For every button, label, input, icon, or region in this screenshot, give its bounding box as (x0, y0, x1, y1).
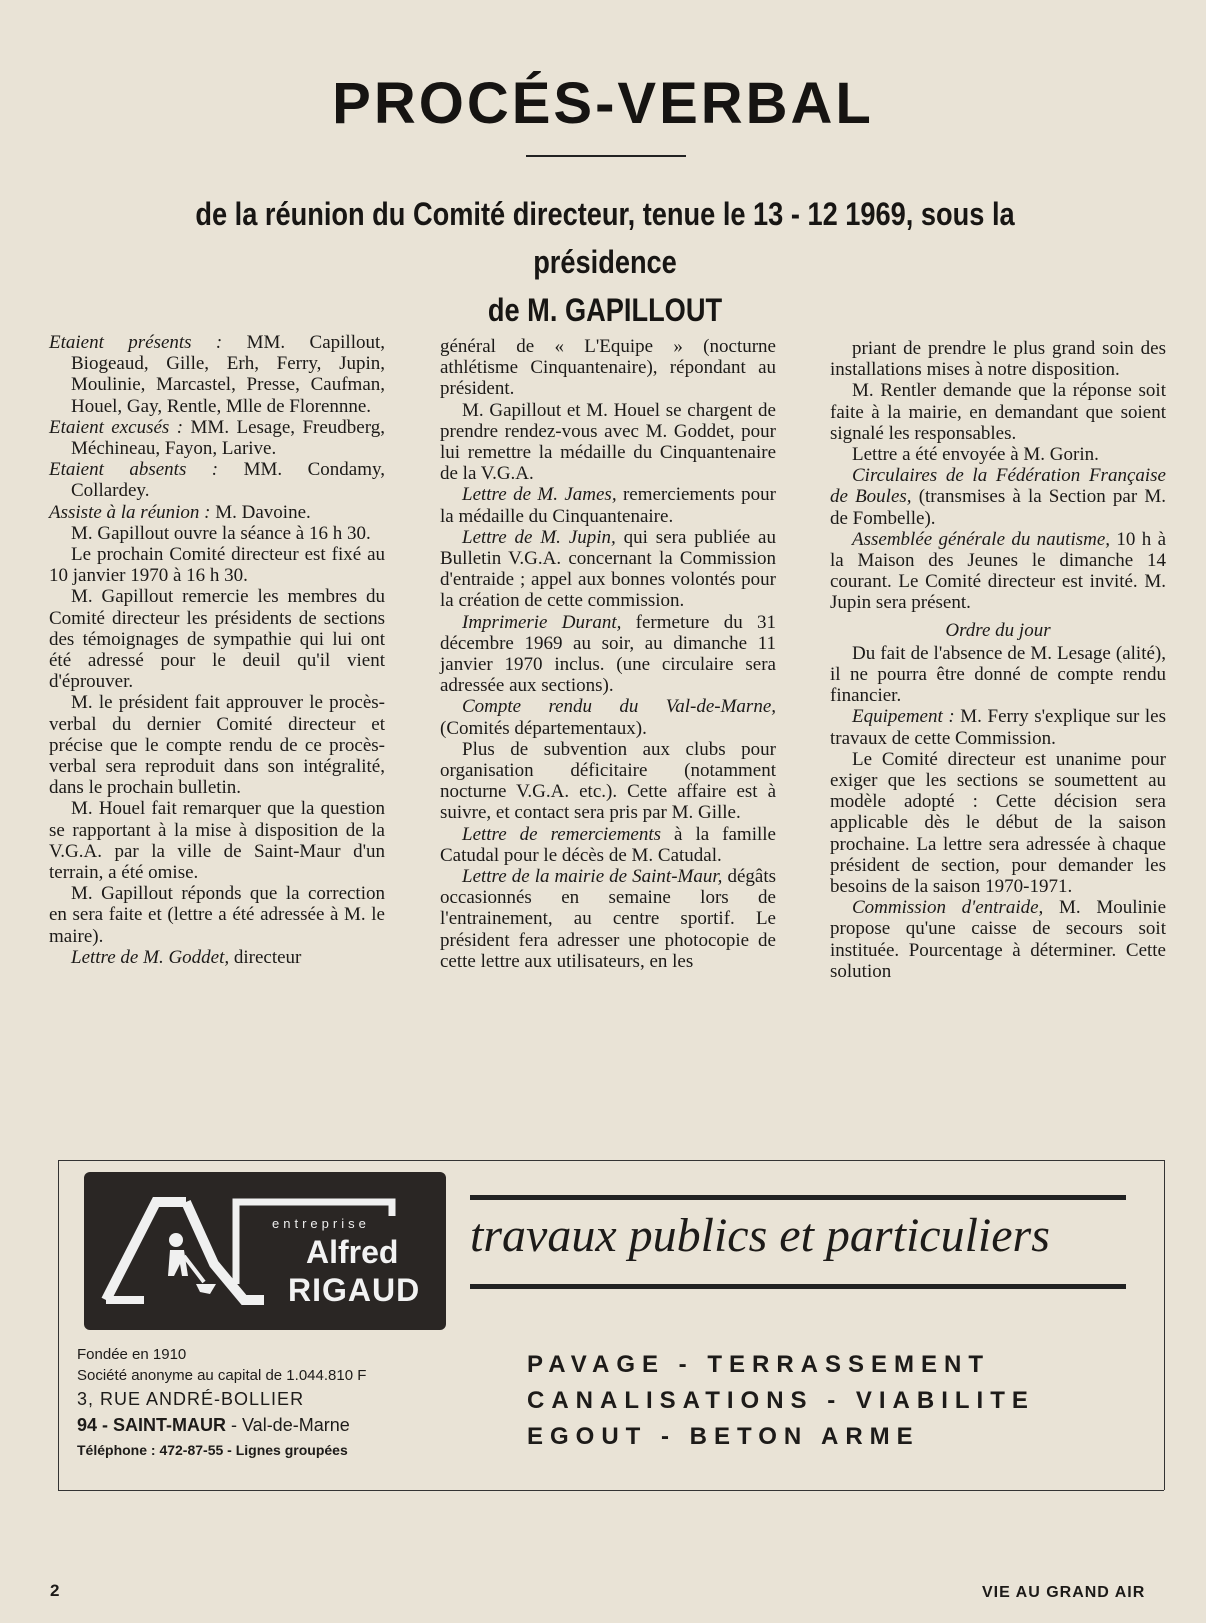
paragraph-text: M. Moulinie propose qu'une caisse de secours soit instituée. Pourcentage à déterminer. Cette solution (830, 897, 1167, 982)
rigaud-logo (84, 1172, 446, 1330)
ad-border-left (58, 1160, 59, 1490)
title-divider (526, 155, 686, 157)
paragraph (49, 692, 385, 798)
page-subtitle (142, 190, 1069, 334)
paragraph-lead: Etaient excusés : (49, 416, 184, 438)
worker-icon (169, 1233, 183, 1247)
paragraph (830, 465, 1166, 529)
paragraph (49, 523, 385, 544)
paragraph (830, 749, 1166, 897)
company-founded: Fondée en 1910 (77, 1346, 187, 1363)
paragraph-lead: Ordre du jour (945, 619, 1051, 641)
paragraph (440, 739, 776, 824)
service-line: PAVAGE - TERRASSEMENT (527, 1351, 991, 1378)
paragraph-text: 10 h à la Maison des Jeunes le dimanche 14 courant. Le Comité directeur est invité. M. Jupin sera présent. (830, 528, 1166, 614)
paragraph-text: M. Gapillout ouvre la séance à 16 h 30. (71, 522, 371, 544)
logo-name-last: RIGAUD (288, 1272, 421, 1308)
paragraph-text: M. Gapillout et M. Houel se chargent de prendre rendez-vous avec M. Goddet, pour lui remettre la médaille du Cinquantenaire de la V.G.A. (440, 399, 776, 485)
paragraph-text: Lettre a été envoyée à M. Gorin. (852, 444, 1099, 466)
paragraph (49, 417, 385, 459)
paragraph-text: priant de prendre le plus grand soin des installations mises à notre disposition. (830, 338, 1166, 381)
logo-name-first: Alfred (306, 1234, 399, 1270)
paragraph-text: M. Gapillout remercie les membres du Comité directeur les présidents de sections des témoignages de sympathie qui lui ont été adressé pour le deuil qu'il vient d'éprouver. (49, 586, 385, 693)
article-column-1 (49, 332, 385, 968)
paragraph-text: MM. Capillout, Biogeaud, Gille, Erh, Ferry, Jupin, Moulinie, Marcastel, Presse, Caufman, Houel, Gay, Rentle, Mlle de Florennne. (71, 332, 386, 417)
company-city: 94 - SAINT-MAUR (77, 1415, 227, 1435)
paragraph (49, 883, 385, 947)
paragraph (49, 947, 385, 968)
service-line: EGOUT - BETON ARME (527, 1423, 920, 1450)
paragraph (830, 338, 1166, 380)
paragraph-text: à la famille Catudal pour le décès de M. Catudal. (440, 823, 776, 866)
slogan-rule-top (470, 1195, 1126, 1200)
paragraph (49, 459, 385, 501)
paragraph-lead: Lettre de la mairie de Saint-Maur, (462, 866, 723, 888)
subtitle-line-2: de M. GAPILLOUT (487, 292, 723, 328)
paragraph-lead: Commission d'entraide, (852, 897, 1044, 919)
company-street: 3, RUE ANDRÉ-BOLLIER (77, 1389, 305, 1409)
paragraph-text: dégâts occasionnés en semaine lors de l'entrainement, au centre sportif. Le président fera adresser une photocopie de cette lettre aux utilisateurs, en les (440, 866, 776, 972)
paragraph-text: M. Houel fait remarquer que la question se rapportant à la mise à disposition de la V.G.A. par la ville de Saint-Maur d'un terrain, a été omise. (49, 798, 385, 884)
paragraph (830, 706, 1166, 748)
paragraph (49, 544, 385, 586)
paragraph-text: qui sera publiée au Bulletin V.G.A. concernant la Commission d'entraide ; appel aux bonnes volontés pour la création de cette commission. (440, 526, 776, 612)
paragraph-text: remerciements pour la médaille du Cinquantenaire. (440, 484, 777, 527)
article-column-3 (830, 338, 1166, 982)
slogan-rule-bottom (470, 1284, 1126, 1289)
paragraph-lead: Compte rendu du Val-de-Marne, (462, 696, 776, 718)
paragraph (830, 380, 1166, 444)
paragraph-text: fermeture du 31 décembre 1969 au soir, au dimanche 11 janvier 1970 inclus. (une circulaire sera adressée aux sections). (440, 611, 776, 697)
ad-border-top (58, 1160, 1164, 1161)
paragraph-text: M. le président fait approuver le procès-verbal du dernier Comité directeur et précise que le compte rendu de ce procès-verbal sera reproduit dans son intégralité, dans le prochain bulletin. (49, 692, 385, 799)
paragraph (440, 336, 776, 400)
article-column-2 (440, 336, 776, 972)
paragraph (440, 527, 776, 612)
page-title: PROCÉS-VERBAL (332, 71, 874, 136)
paragraph-text: M. Davoine. (210, 501, 311, 523)
paragraph-lead: Etaient présents : (49, 332, 223, 353)
page-number: 2 (50, 1581, 60, 1600)
paragraph-text: MM. Condamy, Collardey. (71, 459, 385, 502)
paragraph (440, 696, 776, 738)
paragraph (440, 824, 776, 866)
paragraph-lead: Lettre de M. Goddet, (71, 946, 230, 968)
paragraph-lead: Lettre de M. Jupin, (462, 526, 616, 548)
ad-slogan: travaux publics et particuliers (470, 1209, 1050, 1262)
paragraph (440, 612, 776, 697)
paragraph-text: (Comités départementaux). (440, 717, 647, 739)
company-city-line (77, 1412, 366, 1438)
company-capital: Société anonyme au capital de 1.044.810 F (77, 1367, 367, 1384)
paragraph-text: M. Gapillout réponds que la correction en sera faite et (lettre a été adressée à M. le maire). (49, 883, 385, 947)
paragraph (49, 502, 385, 523)
paragraph-lead: Etaient absents : (49, 459, 219, 481)
company-info (77, 1344, 366, 1462)
paragraph-text: Plus de subvention aux clubs pour organisation déficitaire (notamment nocturne V.G.A. etc.). Cette affaire est à suivre, et contact sera pris par M. Gille. (440, 738, 776, 824)
paragraph (440, 866, 776, 972)
publication-name: VIE AU GRAND AIR (982, 1584, 1146, 1601)
paragraph (830, 444, 1166, 465)
ad-border-right (1164, 1160, 1165, 1490)
paragraph-text: général de « L'Equipe » (nocturne athlétisme Cinquantenaire), répondant au président. (440, 336, 776, 400)
paragraph (49, 798, 385, 883)
company-phone: Téléphone : 472-87-55 - Lignes groupées (77, 1442, 348, 1458)
paragraph (440, 484, 776, 526)
service-line: CANALISATIONS - VIABILITE (527, 1387, 1035, 1414)
paragraph (440, 400, 776, 485)
paragraph (830, 897, 1166, 982)
paragraph-lead: Lettre de remerciements (462, 823, 662, 845)
company-region: - Val-de-Marne (226, 1415, 350, 1435)
paragraph-text: Le prochain Comité directeur est fixé au 10 janvier 1970 à 16 h 30. (49, 544, 385, 587)
paragraph-text: MM. Lesage, Freudberg, Méchineau, Fayon, Larive. (71, 416, 385, 460)
paragraph-text: Du fait de l'absence de M. Lesage (alité), il ne pourra être donné de compte rendu financier. (830, 642, 1166, 707)
paragraph-text: directeur (229, 946, 302, 968)
logo-prefix: entreprise (272, 1216, 370, 1231)
paragraph (830, 643, 1166, 707)
paragraph (830, 529, 1166, 614)
paragraph-lead: Imprimerie Durant, (462, 611, 622, 633)
paragraph-text: M. Ferry s'explique sur les travaux de cette Commission. (830, 706, 1166, 749)
paragraph-text: Le Comité directeur est unanime pour exiger que les sections se soumettent au modèle adopté : Cette décision sera applicable dès le début de la saison prochaine. La lettre sera adressée à chaque président de section, pour demander les besoins de la saison 1970-1971. (830, 748, 1166, 898)
paragraph-lead: Equipement : (852, 706, 955, 728)
paragraph-lead: Lettre de M. James, (462, 484, 617, 506)
paragraph (49, 586, 385, 692)
paragraph-lead: Assemblée générale du nautisme, (852, 528, 1111, 550)
ad-border-bottom (58, 1490, 1164, 1491)
services-list (527, 1347, 1035, 1455)
paragraph-lead: Circulaires de la Fédération Française de Boules, (830, 465, 1166, 508)
paragraph-lead: Assiste à la réunion : (49, 501, 211, 523)
paragraph-text: (transmises à la Section par M. de Fombelle). (830, 486, 1166, 529)
subtitle-line-1: de la réunion du Comité directeur, tenue le 13 - 12 1969, sous la présidence (195, 196, 1015, 280)
paragraph (49, 332, 385, 417)
paragraph-text: M. Rentler demande que la réponse soit faite à la mairie, en demandant que soient signalé les responsables. (830, 380, 1166, 444)
paragraph (830, 620, 1166, 641)
